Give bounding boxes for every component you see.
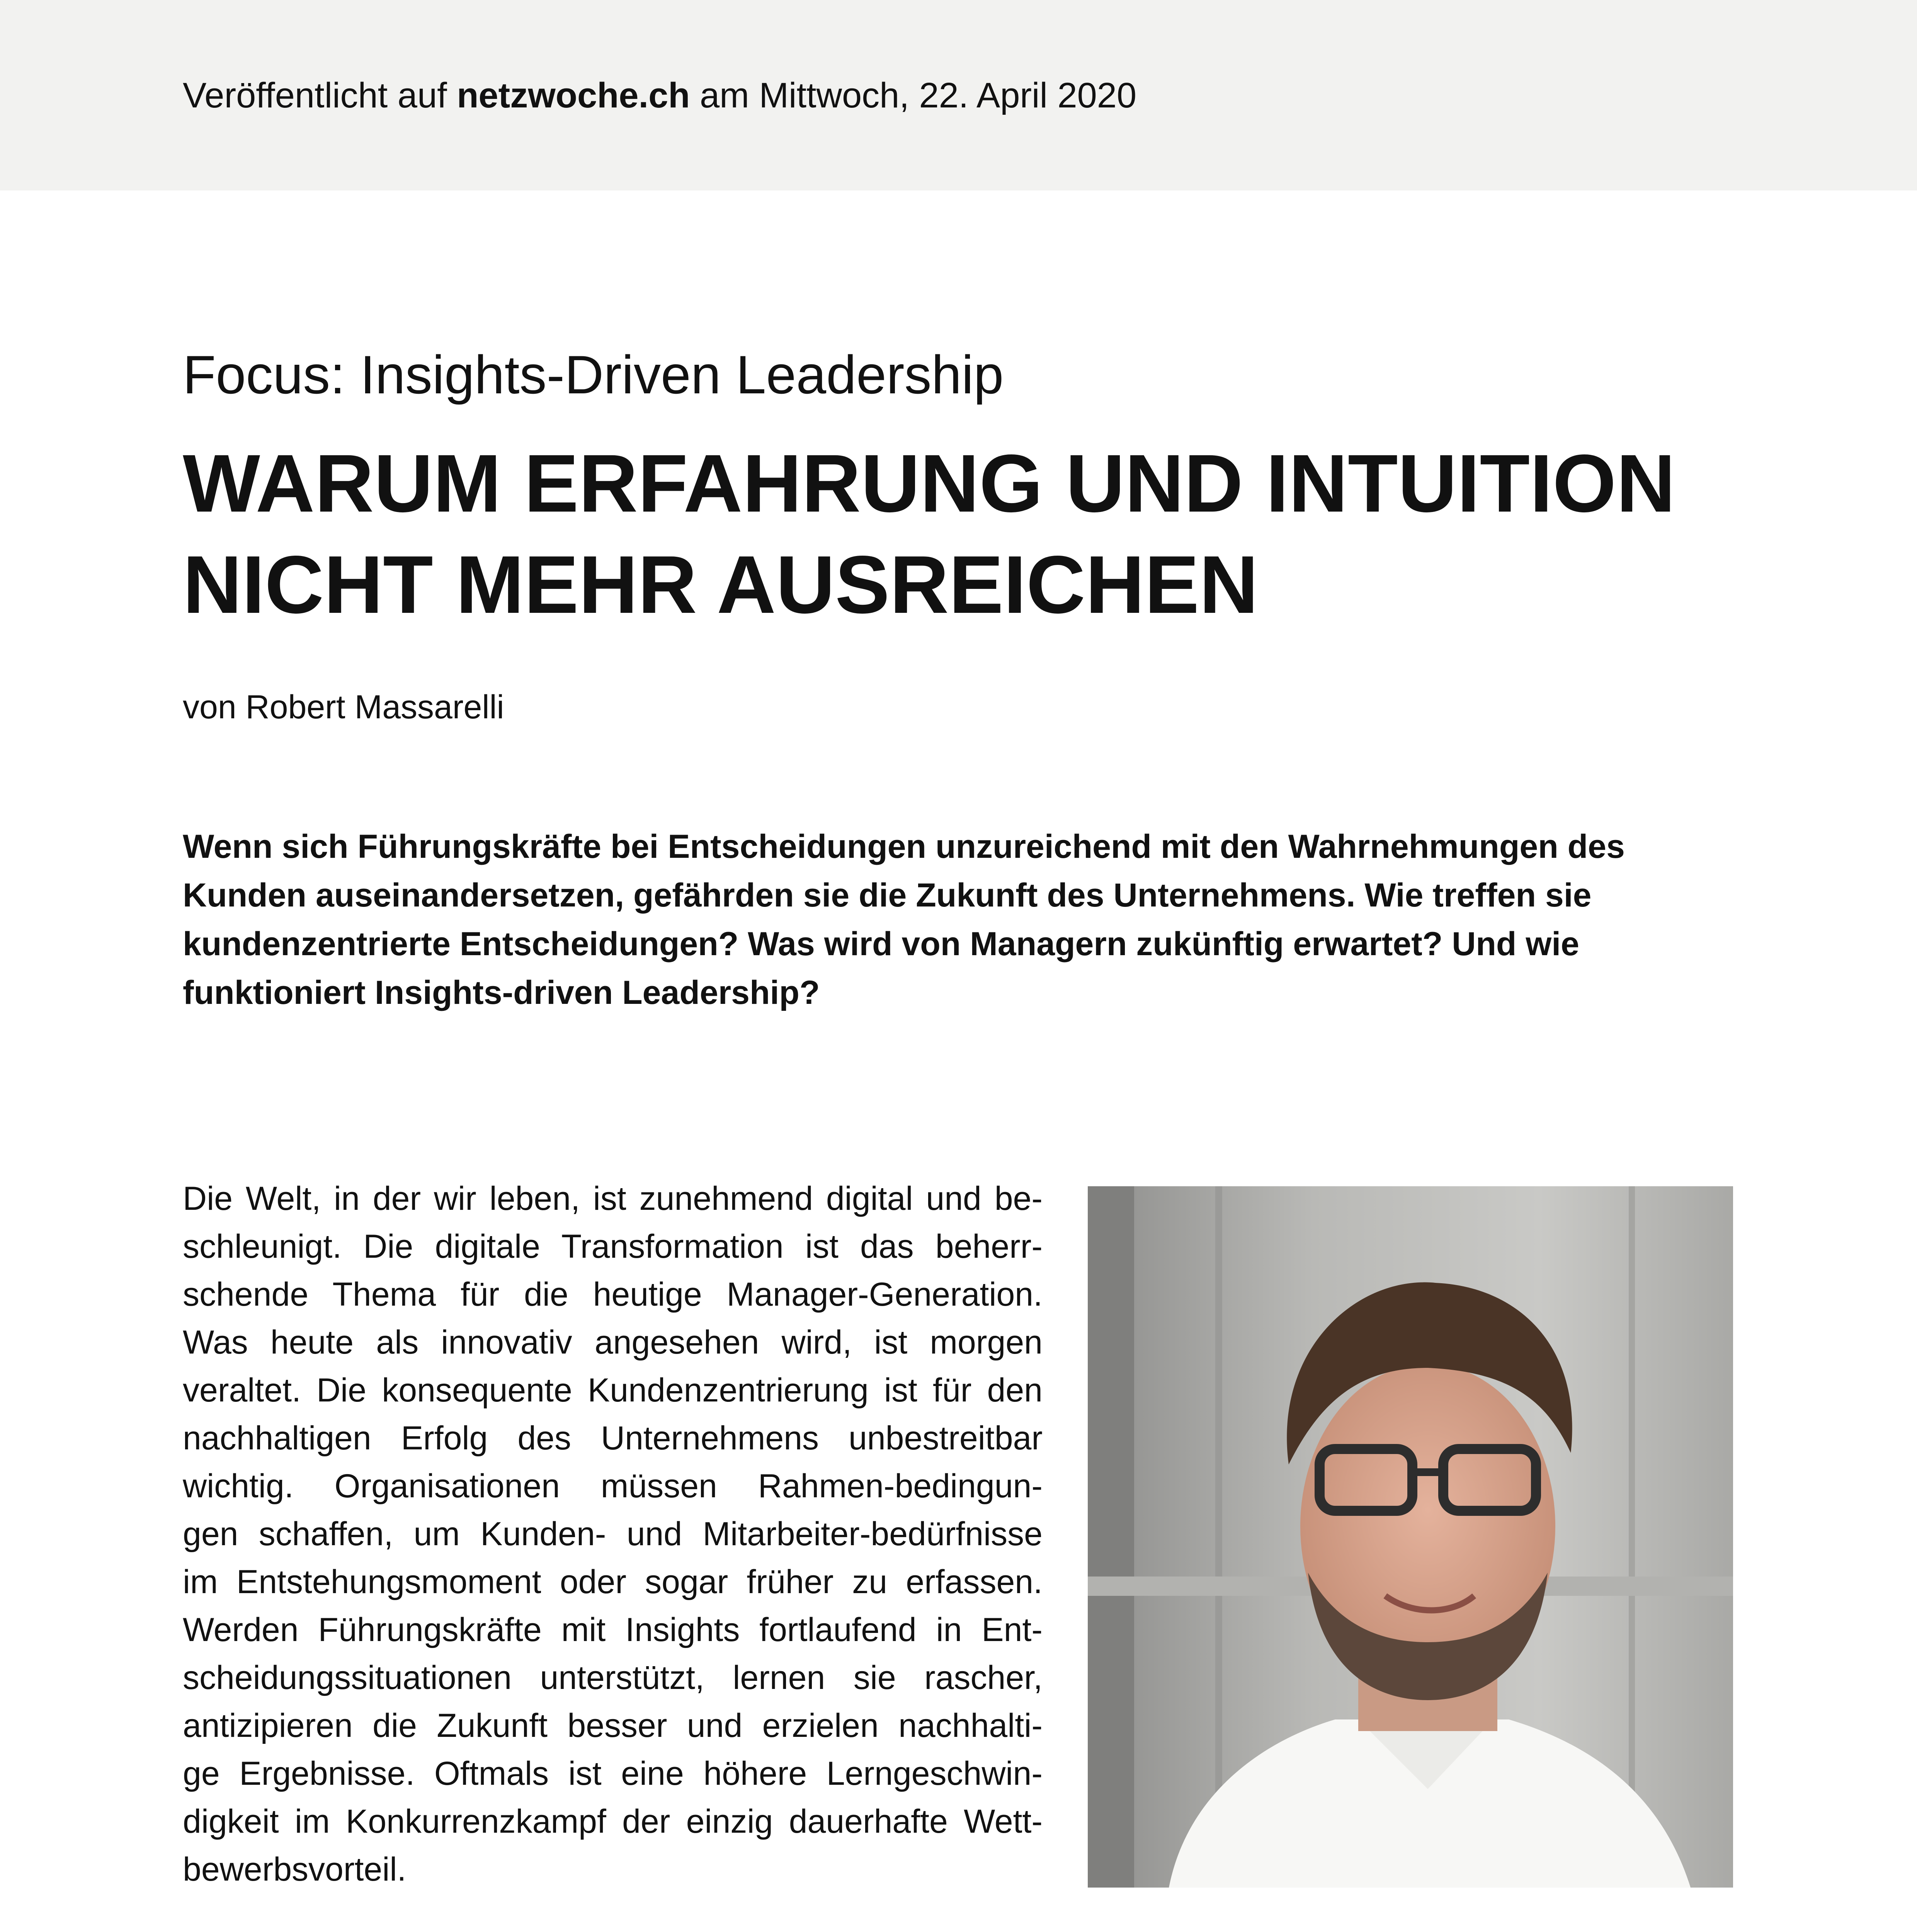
headline-line: NICHT MEHR AUSREICHEN [183, 539, 1259, 630]
publication-note [183, 70, 1136, 121]
publication-site-link[interactable]: netzwoche.ch [457, 76, 690, 115]
lead-line: kundenzentrierte Entscheidungen? Was wird von Managern zukünftig erwartet? Und wie [183, 925, 1579, 963]
body-line: digkeit im Konkurrenzkampf der einzig dauerhafte Wett- [183, 1803, 1043, 1840]
published-date: am Mittwoch, 22. April 2020 [690, 76, 1137, 115]
author-byline: von Robert Massarelli [183, 689, 504, 726]
publication-banner [0, 0, 1917, 190]
body-line: antizipieren die Zukunft besser und erzielen nachhalti- [183, 1707, 1043, 1744]
body-line: im Entstehungsmoment oder sogar früher zu erfassen. [183, 1563, 1043, 1600]
body-line: bewerbsvorteil. [183, 1851, 407, 1888]
lead-paragraph [183, 822, 1736, 1017]
body-line: ge Ergebnisse. Oftmals ist eine höhere Lerngeschwin- [183, 1755, 1043, 1792]
body-line: Werden Führungskräfte mit Insights fortlaufend in Ent- [183, 1611, 1043, 1648]
article-kicker: Focus: Insights-Driven Leadership [183, 344, 1004, 405]
lead-line: Wenn sich Führungskräfte bei Entscheidungen unzureichend mit den Wahrnehmungen des [183, 828, 1625, 865]
body-line: veraltet. Die konsequente Kundenzentrierung ist für den [183, 1372, 1043, 1409]
article-headline [183, 433, 1675, 635]
intro-paragraph [183, 1175, 1043, 1893]
body-line: wichtig. Organisationen müssen Rahmen-bedingun- [183, 1468, 1043, 1505]
body-line: Die Welt, in der wir leben, ist zunehmend digital und be- [183, 1180, 1043, 1217]
lead-line: funktioniert Insights-driven Leadership? [183, 974, 820, 1011]
body-line: schende Thema für die heutige Manager-Generation. [183, 1276, 1043, 1313]
published-prefix: Veröffentlicht auf [183, 76, 457, 115]
lead-line: Kunden auseinandersetzen, gefährden sie die Zukunft des Unternehmens. Wie treffen sie [183, 877, 1592, 914]
headline-line: WARUM ERFAHRUNG UND INTUITION [183, 437, 1675, 529]
body-line: gen schaffen, um Kunden- und Mitarbeiter-bedürfnisse [183, 1515, 1043, 1553]
body-line: Was heute als innovativ angesehen wird, ist morgen [183, 1324, 1043, 1361]
body-line: schleunigt. Die digitale Transformation ist das beherr- [183, 1228, 1043, 1265]
author-portrait-photo [1088, 1186, 1733, 1888]
body-line: scheidungssituationen unterstützt, lernen sie rascher, [183, 1659, 1043, 1696]
body-line: nachhaltigen Erfolg des Unternehmens unbestreitbar [183, 1420, 1043, 1457]
